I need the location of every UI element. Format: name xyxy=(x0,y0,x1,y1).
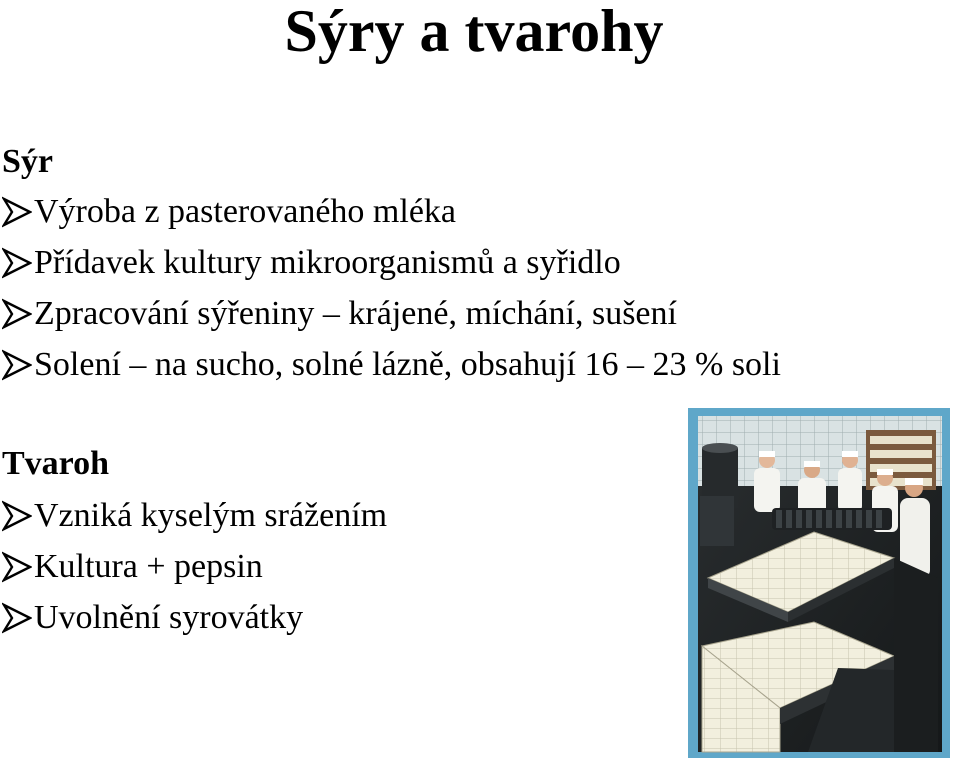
section-heading-syr: Sýr xyxy=(2,143,53,180)
arrowhead-bullet-icon xyxy=(2,246,32,280)
arrowhead-bullet-icon xyxy=(2,195,32,229)
bullet-list-tvaroh xyxy=(2,490,387,643)
slide-title: Sýry a tvarohy xyxy=(284,0,664,64)
list-item xyxy=(2,541,387,592)
arrowhead-bullet-icon xyxy=(2,297,32,331)
list-item xyxy=(2,339,781,390)
list-item xyxy=(2,288,781,339)
arrowhead-bullet-icon xyxy=(2,550,32,584)
arrowhead-bullet-icon xyxy=(2,601,32,635)
list-item xyxy=(2,490,387,541)
list-item-text: Přídavek kultury mikroorganismů a syřidlo xyxy=(34,244,621,281)
list-item-text: Kultura + pepsin xyxy=(34,548,263,585)
arrowhead-bullet-icon xyxy=(2,499,32,533)
list-item xyxy=(2,186,781,237)
list-item-text: Uvolnění syrovátky xyxy=(34,599,304,636)
list-item-text: Zpracování sýřeniny – krájené, míchání, sušení xyxy=(34,295,677,332)
section-heading-tvaroh: Tvaroh xyxy=(2,445,110,482)
list-item xyxy=(2,237,781,288)
list-item-text: Solení – na sucho, solné lázně, obsahují 16 – 23 % soli xyxy=(34,346,781,383)
cheese-factory-photo xyxy=(688,408,950,758)
list-item-text: Vzniká kyselým srážením xyxy=(34,497,388,534)
list-item xyxy=(2,592,387,643)
bullet-list-syr xyxy=(2,186,781,390)
list-item-text: Výroba z pasterovaného mléka xyxy=(34,193,456,230)
arrowhead-bullet-icon xyxy=(2,348,32,382)
